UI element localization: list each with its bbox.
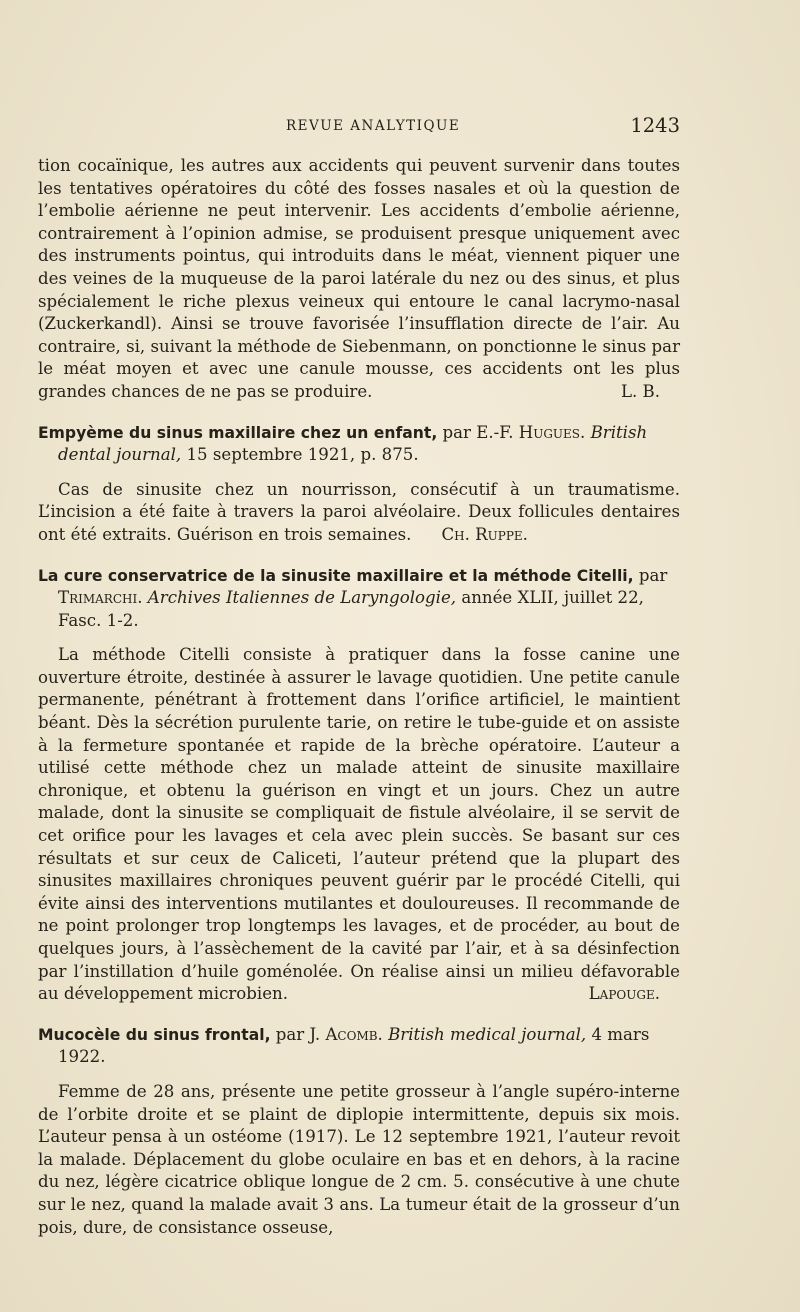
entry-body-text: La méthode Citelli consiste à pratiquer dans la fosse canine une ouverture étroite, destinée à assurer le lavage quotidien. Une petite canule permanente, pénétrant à frottement dans l’orifice artificiel, le maintient béant. Dès la sécrétion purulente tarie, on retire le tube-guide et on assiste à la fermeture spontanée et rapide de la brèche opératoire. L’auteur a utilisé cette méthode chez un malade atteint de sinusite maxillaire chronique, et obtenu la guérison en vingt et un jours. Chez un autre malade, dont la sinusite se compliquait de fistule alvéolaire, il se servit de cet orifice pour les lavages et cela avec plein succès. Se basant sur ces résultats et sur ceux de Caliceti, l’auteur prétend que la plupart des sinusites maxillaires chroniques peuvent guérir par le procédé Citelli, qui évite ainsi des interventions mutilantes et douloureuses. Il recommande de ne point prolonger trop longtemps les lavages, et de procéder, au bout de quelques jours, à l’assèchement de la cavité par l’air, et à sa désinfection par l’instillation d’huile goménolée. On réalise ainsi un milieu défavorable au développement microbien. bbox=[38, 645, 680, 1004]
entry-heading bbox=[38, 422, 680, 467]
running-header bbox=[48, 114, 680, 140]
entry-author: Trimarchi. bbox=[58, 588, 143, 608]
entry-citation: 15 septembre 1921, p. 875. bbox=[186, 445, 419, 465]
journal-title: REVUE ANALYTIQUE bbox=[286, 118, 461, 134]
entry-heading bbox=[38, 1024, 680, 1069]
continuation-text: tion cocaïnique, les autres aux accidents qui peuvent survenir dans toutes les tentatives opératoires du côté des fosses nasales et où la question de l’embolie aérienne ne peut intervenir. Les accidents d’embolie aérienne, contrairement à l’opinion admise, se produisent presque uniquement avec des instruments pointus, qui introduits dans le méat, viennent piquer une des veines de la muqueuse de la paroi latérale du nez ou des sinus, et plus spécialement le riche plexus veineux qui entoure le canal lacrymo-nasal (Zuckerkandl). Ainsi se trouve favorisée l’insufflation directe de l’air. Au contraire, si, suivant la méthode de Siebenmann, on ponctionne le sinus par le méat moyen et avec une canule mousse, ces accidents ont les plus grandes chances de ne pas se produire. bbox=[38, 156, 680, 401]
entry-author: E.-F. Hugues. bbox=[476, 422, 586, 442]
entry-journal: British dental journal, bbox=[58, 422, 648, 465]
entry-title: La cure conservatrice de la sinusite maxillaire et la méthode Citelli, bbox=[38, 566, 634, 585]
entry-by: par bbox=[275, 1024, 305, 1044]
entry-title: Empyème du sinus maxillaire chez un enfant, bbox=[38, 423, 438, 442]
entry-body-text: Cas de sinusite chez un nourrisson, consécutif à un traumatisme. L’incision a été faite à travers la paroi alvéolaire. Deux follicules dentaires ont été extraits. Guérison en trois semaines. bbox=[38, 479, 680, 544]
entry-body bbox=[38, 1081, 680, 1239]
entry-signature: Ch. Ruppe. bbox=[441, 524, 528, 544]
continuation-paragraph bbox=[38, 155, 680, 404]
entry-by: par bbox=[442, 422, 471, 442]
entry-citation: 4 mars 1922. bbox=[58, 1024, 650, 1067]
entry-body bbox=[38, 644, 680, 1006]
entry-title: Mucocèle du sinus frontal, bbox=[38, 1025, 271, 1044]
entry-citation: année XLII, juillet 22, Fasc. 1-2. bbox=[58, 588, 644, 630]
entry-author: J. Acomb. bbox=[309, 1024, 383, 1044]
entry-by: par bbox=[638, 565, 668, 585]
page-number: 1243 bbox=[630, 114, 680, 137]
entry-journal: Archives Italiennes de Laryngologie, bbox=[147, 588, 457, 608]
entry-body-text: Femme de 28 ans, présente une petite grosseur à l’angle supéro-interne de l’orbite droite et se plaint de diplopie intermittente, depuis six mois. L’auteur pensa à un ostéome (1917). Le 12 septembre 1921, l’auteur revoit la malade. Déplacement du globe oculaire en bas et en dehors, à la racine du nez, légère cicatrice oblique longue de 2 cm. 5. consécutive à une chute sur le nez, quand la malade avait 3 ans. La tumeur était de la grosseur d’un pois, dure, de consistance osseuse, bbox=[38, 1081, 680, 1237]
entry-signature: Lapouge. bbox=[588, 984, 660, 1004]
entry-journal: British medical journal, bbox=[388, 1024, 587, 1044]
article-text bbox=[38, 155, 680, 1239]
entry-body bbox=[38, 479, 680, 547]
continuation-signature: L. B. bbox=[620, 381, 660, 401]
entry-heading bbox=[38, 565, 680, 633]
